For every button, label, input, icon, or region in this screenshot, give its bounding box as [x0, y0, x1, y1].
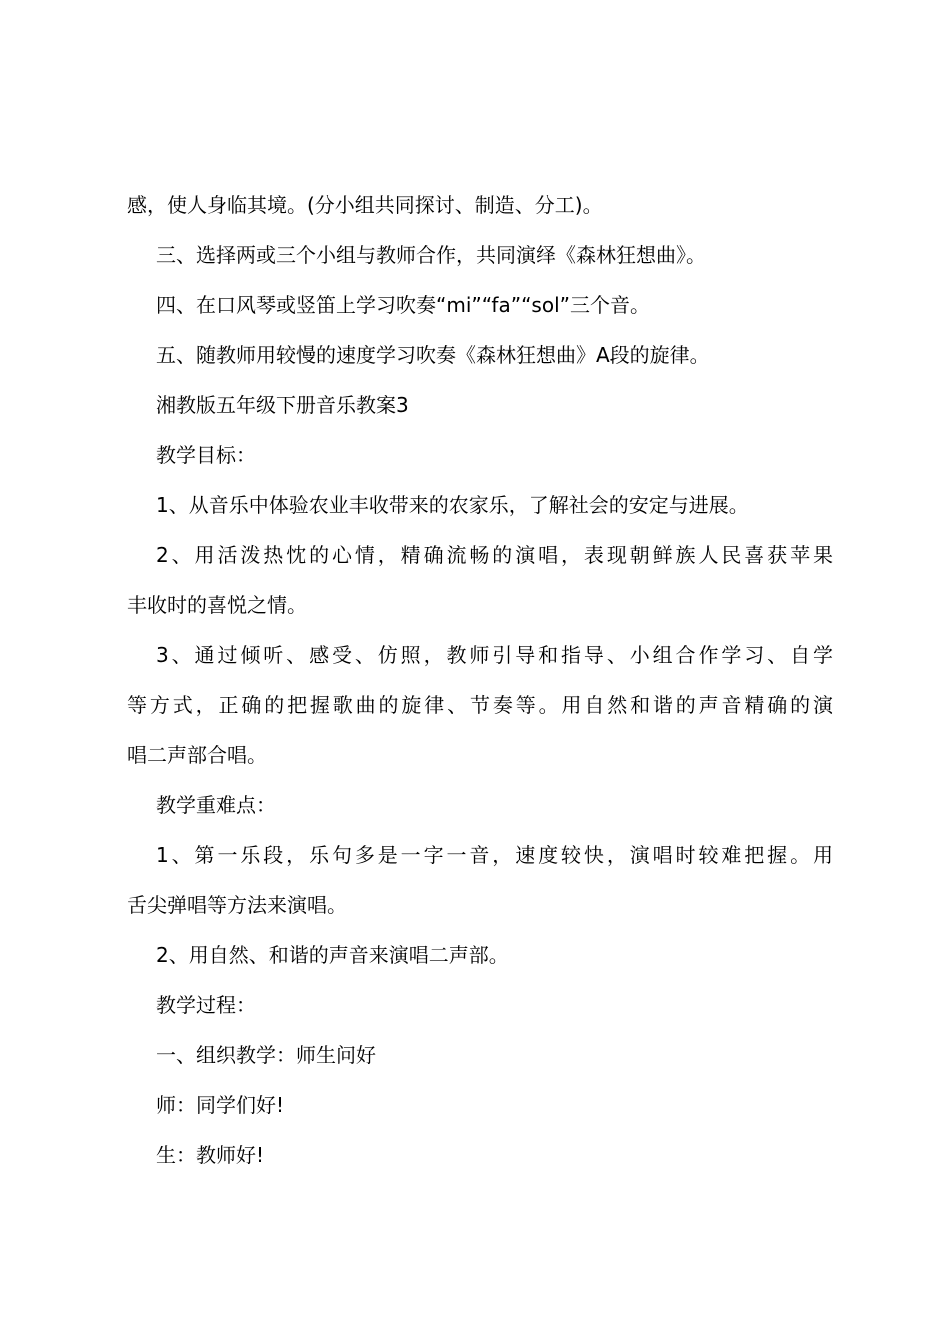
paragraph-line: 感，使人身临其境。(分小组共同探讨、制造、分工)。 [127, 193, 603, 217]
paragraph-line: 丰收时的喜悦之情。 [127, 593, 307, 617]
paragraph-line: 舌尖弹唱等方法来演唱。 [127, 893, 347, 917]
document-body [127, 180, 833, 1180]
paragraph-line: 等方式，正确的把握歌曲的旋律、节奏等。用自然和谐的声音精确的演 [127, 693, 833, 717]
paragraph-line: 1、第一乐段，乐句多是一字一音，速度较快，演唱时较难把握。用 [156, 843, 833, 867]
paragraph-line: 五、随教师用较慢的速度学习吹奏《森林狂想曲》A段的旋律。 [156, 343, 710, 367]
paragraph-line: 一、组织教学：师生问好 [156, 1043, 376, 1067]
subheading-key-points: 教学重难点： [156, 793, 276, 817]
paragraph-line: 2、用自然、和谐的声音来演唱二声部。 [156, 943, 509, 967]
paragraph-line: 1、从音乐中体验农业丰收带来的农家乐，了解社会的安定与进展。 [156, 493, 749, 517]
paragraph-line: 四、在口风琴或竖笛上学习吹奏“mi”“fa”“sol”三个音。 [156, 293, 651, 317]
paragraph-line: 三、选择两或三个小组与教师合作，共同演绎《森林狂想曲》。 [156, 243, 706, 267]
subheading-teaching-process: 教学过程： [156, 993, 256, 1017]
paragraph-line: 2、用活泼热忱的心情，精确流畅的演唱，表现朝鲜族人民喜获苹果 [156, 543, 833, 567]
dialogue-line: 生：教师好! [156, 1143, 265, 1167]
section-heading: 湘教版五年级下册音乐教案3 [156, 393, 409, 417]
subheading-teaching-goals: 教学目标： [156, 443, 256, 467]
paragraph-line: 3、通过倾听、感受、仿照，教师引导和指导、小组合作学习、自学 [156, 643, 833, 667]
paragraph-line: 唱二声部合唱。 [127, 743, 267, 767]
dialogue-line: 师：同学们好! [156, 1093, 285, 1117]
